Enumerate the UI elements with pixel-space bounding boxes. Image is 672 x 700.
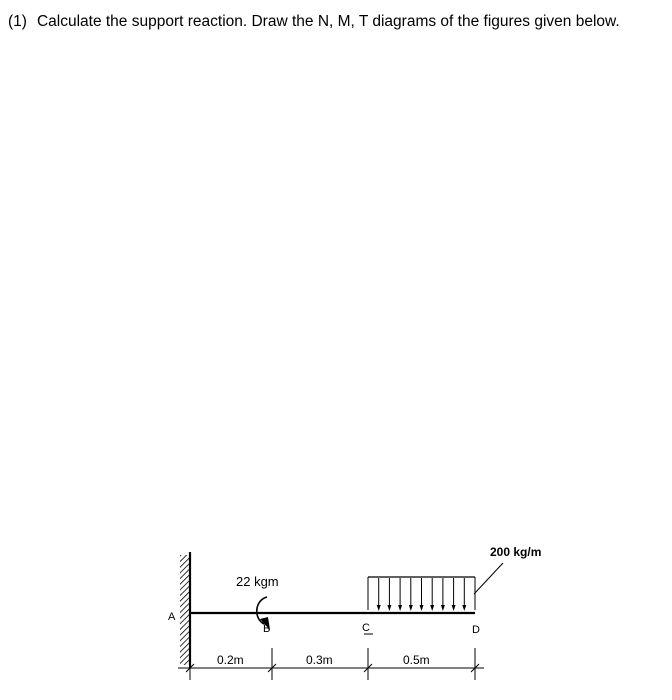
- load-arrow-head: [420, 605, 424, 611]
- point-label-c: C: [362, 622, 370, 634]
- point-label-d: D: [472, 624, 480, 636]
- load-leader-line: [474, 563, 503, 594]
- load-arrow-head: [441, 605, 445, 611]
- load-arrow-head: [398, 605, 402, 611]
- question-body: Calculate the support reaction. Draw the N, M, T diagrams of the figures given below.: [36, 13, 620, 30]
- load-arrow-head: [430, 605, 434, 611]
- point-label-b: B: [263, 623, 271, 635]
- load-arrow-head: [387, 605, 391, 611]
- load-arrow-head: [452, 605, 456, 611]
- load-label: 200 kg/m: [490, 545, 542, 559]
- wall-hatching: [180, 555, 190, 665]
- load-arrow-head: [377, 605, 381, 611]
- dim-label-cd: 0.5m: [403, 653, 430, 667]
- dim-label-bc: 0.3m: [306, 653, 333, 667]
- question-number: (1): [8, 13, 27, 30]
- load-arrow-head: [462, 605, 466, 611]
- fixed-support: [180, 552, 190, 668]
- load-arrow-head: [409, 605, 413, 611]
- moment-label: 22 kgm: [236, 574, 279, 589]
- dim-label-ab: 0.2m: [217, 653, 244, 667]
- support-label-a: A: [168, 611, 176, 623]
- distributed-load: [368, 577, 475, 611]
